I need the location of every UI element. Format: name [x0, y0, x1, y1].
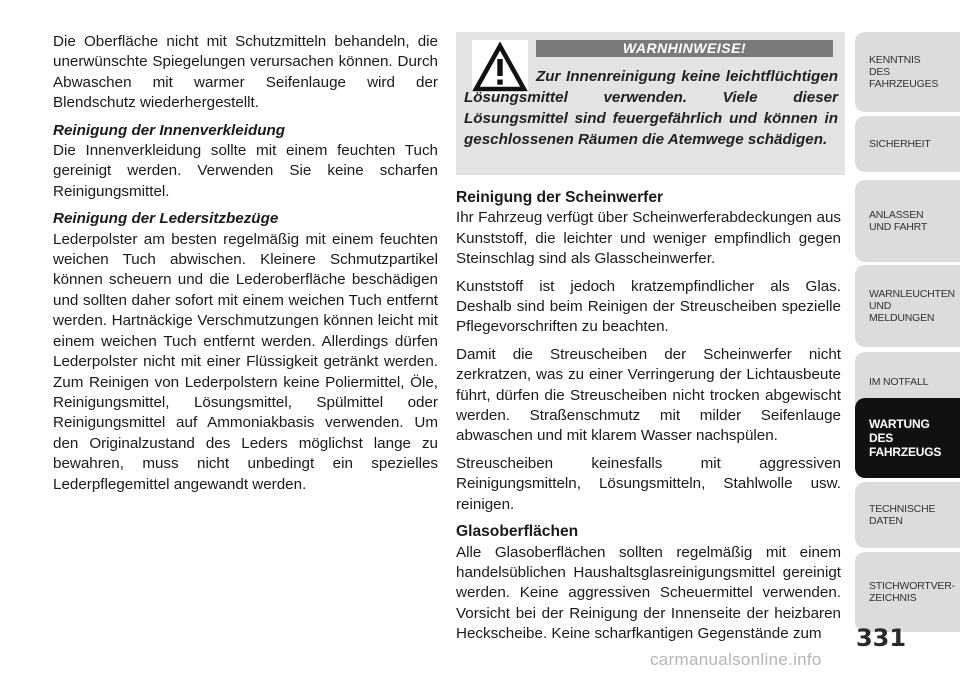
tab-label: SICHERHEIT [869, 138, 931, 150]
tab-label: ANLASSEN UND FAHRT [869, 209, 928, 233]
warning-title: WARNHINWEISE! [536, 40, 833, 57]
headlights-heading: Reinigung der Scheinwerfer [456, 189, 664, 206]
tab-warnleuchten[interactable] [855, 265, 960, 347]
watermark: carmanualsonline.info [650, 650, 822, 669]
tab-label: WARNLEUCHTEN UND MELDUNGEN [869, 288, 955, 324]
warning-box [456, 32, 845, 175]
tab-anlassen[interactable] [855, 180, 960, 262]
tab-stichwortverzeichnis[interactable] [855, 552, 960, 632]
tab-label: STICHWORTVER- ZEICHNIS [869, 580, 955, 604]
tab-label: WARTUNG DES FAHRZEUGS [869, 417, 942, 459]
tab-kenntnis[interactable] [855, 32, 960, 112]
left-column [53, 32, 438, 502]
tab-technische-daten[interactable] [855, 482, 960, 548]
leather-seats-heading: Reinigung der Ledersitzbezüge [53, 210, 279, 228]
leather-seats-text: Lederpolster am besten regelmäßig mit einem feuchten weichen Tuch abwischen. Kleinere Schmutzpartikel können scheuern und die Lederoberfläche beschädigen und sollten daher sofort mit einem weichen Tuch entfernt werden. Hartnäckige Verschmutzungen können leicht mit einem weichen Tuch entfernt werden. Allerdings dürfen Lederpolster nicht mit einer Flüssigkeit getränkt werden. Zum Reinigen von Lederpolstern keine Poliermittel, Öle, Reinigungsmittel, Lösungsmittel, Spülmittel oder Reinigungsmittel auf Ammoniakbasis verwenden. Um den Originalzustand des Leders möglichst lange zu bewahren, muss nicht unbedingt ein spezielles Lederpflegemittel angewandt werden. [53, 230, 438, 493]
glass-surfaces-text: Alle Glasoberflächen sollten regelmäßig mit einem handelsüblichen Haushaltsglasreinigungsmittel gereinigt werden. Keine aggressiven Scheuermittel verwenden. Vorsicht bei der Reinigung der Innenseite der heizbaren Heckscheibe. Keine scharfkantigen Gegenstände zum [456, 543, 841, 643]
headlights-paragraph-2: Kunststoff ist jedoch kratzempfindlicher als Glas. Deshalb sind beim Reinigen der Streuscheiben spezielle Pflegevorschriften zu beachten. [456, 277, 841, 336]
headlights-paragraph-1: Ihr Fahrzeug verfügt über Scheinwerferabdeckungen aus Kunststoff, die leichter und weniger empfindlich gegen Steinschlag sind als Glasscheinwerfer. [456, 209, 841, 268]
headlights-paragraph-4: Streuscheiben keinesfalls mit aggressiven Reinigungsmitteln, Lösungsmitteln, Stahlwolle usw. reinigen. [456, 454, 841, 513]
tab-label: KENNTNIS DES FAHRZEUGES [869, 54, 939, 90]
tab-wartung[interactable] [855, 398, 960, 478]
headlights-paragraph-3: Damit die Streuscheiben der Scheinwerfer nicht zerkratzen, was zu einer Verringerung der Lichtausbeute führt, dürfen die Streuscheiben nicht trocken abgewischt werden. Straßenschmutz mit milder Seifenlauge abwaschen und mit klarem Wasser nachspülen. [456, 345, 841, 445]
right-column [456, 188, 841, 652]
intro-paragraph: Die Oberfläche nicht mit Schutzmitteln behandeln, die unerwünschte Spiegelungen verursachen können. Durch Abwaschen mit warmer Seifenlauge wird der Blendschutz wiederhergestellt. [53, 33, 438, 112]
tab-sicherheit[interactable] [855, 116, 960, 172]
interior-trim-text: Die Innenverkleidung sollte mit einem feuchten Tuch gereinigt werden. Verwenden Sie keine scharfen Reinigungsmittel. [53, 142, 438, 200]
glass-surfaces-heading: Glasoberflächen [456, 523, 579, 541]
tab-label: IM NOTFALL [869, 376, 929, 388]
page-number: 331 [855, 624, 907, 652]
warning-text: Zur Innenreinigung keine leichtflüchtigen Lösungsmittel verwenden. Viele dieser Lösungsmittel sind feuergefährlich und können in geschlossenen Räumen die Atemwege schädigen. [464, 68, 838, 148]
tab-label: TECHNISCHE DATEN [869, 503, 936, 527]
interior-trim-heading: Reinigung der Innenverkleidung [53, 121, 286, 139]
